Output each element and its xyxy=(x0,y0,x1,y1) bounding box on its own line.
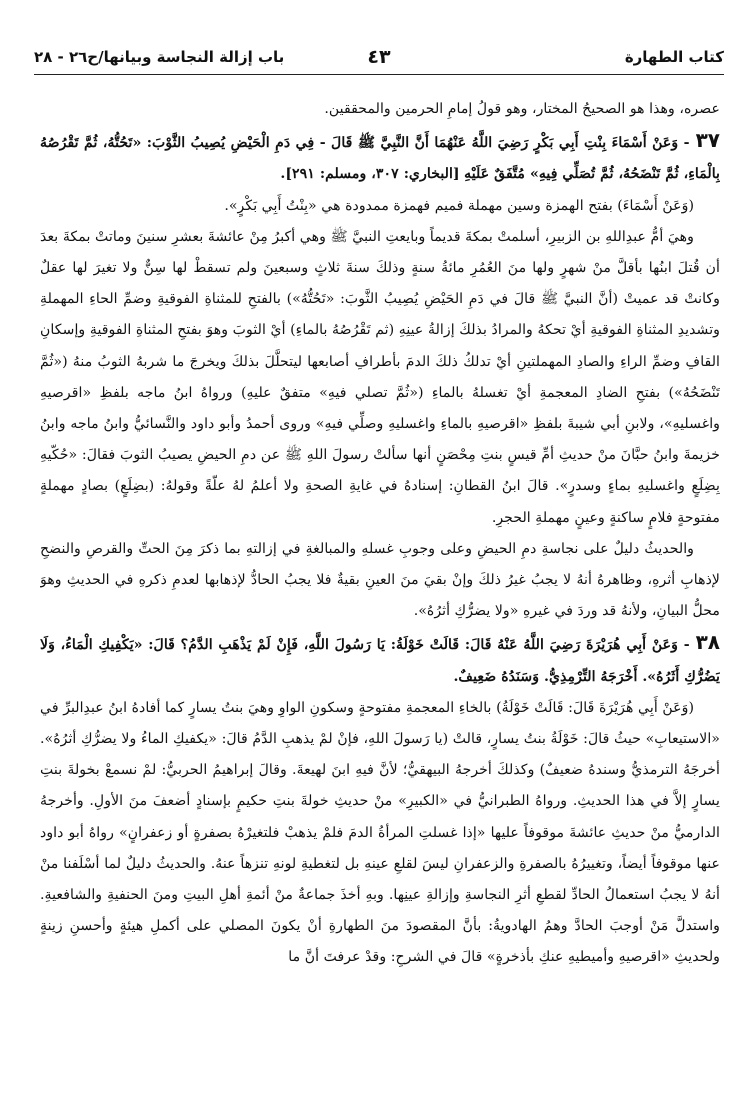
hadith-37 xyxy=(40,125,720,190)
hadith-reference: [البخاري: ٣٠٧، ومسلم: ٢٩١]. xyxy=(280,166,460,183)
hadith-number: ٣٧ xyxy=(695,128,720,153)
page-number: ٤٣ xyxy=(367,46,391,68)
commentary-paragraph: والحديثُ دليلٌ على نجاسةِ دمِ الحيضِ وعلى وجوبِ غسلهِ والمبالغةِ في إزالتهِ بما ذكرَ مِنَ الحتِّ والقرصِ والنضحِ لإذهابِ أثرهِ، وظاهرهُ أنهُ لا يجبُ غيرُ ذلكَ وإنْ بقيَ منَ العينِ بقيةٌ فلا يجبُ الحادُّ لإذهابها لعدمِ ذكرهِ في الحديثِ وهوَ محلُّ البيانِ، ولأنهُ قد وردَ في غيرهِ «ولا يضرُّكِ أثرُهُ». xyxy=(40,540,720,620)
chapter-reference: باب إزالة النجاسة وبيانها/ح٢٦ - ٢٨ xyxy=(34,48,285,66)
page-body xyxy=(40,94,720,1102)
hadith-text: - وَعَنْ أَبِي هُرَيْرَةَ رَضِيَ اللَّهُ عَنْهُ قَالَ: قَالَتْ خَوْلَةُ: يَا رَسُولَ اللَّهِ، فَإِنْ لَمْ يَذْهَبِ الدَّمُ؟ قَالَ: «يَكْفِيكِ الْمَاءُ، وَلَا يَضُرُّكِ أَثَرُهُ». أَخْرَجَهُ التِّرْمِذِيُّ. وَسَنَدُهُ ضَعِيفٌ. xyxy=(40,637,720,685)
book-title: كتاب الطهارة xyxy=(624,48,724,66)
hadith-38 xyxy=(40,627,720,692)
hadith-text: - وَعَنْ أَسْمَاءَ بِنْتِ أَبِي بَكْرٍ رَضِيَ اللَّهُ عَنْهُمَا أَنَّ النَّبِيَّ ﷺ قَالَ - فِي دَمِ الْحَيْضِ يُصِيبُ الثَّوْبَ: «تَحُتُّهُ، ثُمَّ تَقْرُصُهُ بِالْمَاءِ، ثُمَّ تَنْضَحُهُ، ثُمَّ تُصَلِّي فِيهِ» مُتَّفَقٌ عَلَيْهِ xyxy=(40,135,720,183)
commentary-paragraph: (وَعَنْ أَسْمَاءَ) بفتح الهمزة وسين مهملة فميم فهمزة ممدودة هي «بِنْتُ أَبِي بَكْرٍ». xyxy=(224,197,694,214)
running-header xyxy=(34,44,724,75)
commentary-paragraph: وهيَ أمُّ عبدِاللهِ بن الزبيرِ، أسلمتْ بمكةَ قديماً وبايعتِ النبيَّ ﷺ وهي أكبرُ مِنْ عائشةَ بعشرِ سنينَ وماتتْ بمكةَ بعدَ أن قُتلَ ابنُها بأقلَّ منْ شهرٍ ولها منَ العُمُرِ مائةُ سنةٍ وذلكَ سنةَ ثلاثٍ وسبعينَ ولم تسقطْ لها سِنٌّ ولا تغيرَ لها عقلٌ وكانتْ قد عميتْ (أنَّ النبيَّ ﷺ قالَ في دَمِ الحَيْضِ يُصِيبُ الثَّوبَ: «تَحُتُّهُ») بالفتحِ للمثناةِ الفوقيةِ وضمِّ الحاءِ المهملةِ وتشديدِ المثناةِ الفوقيةِ أيْ تحكهُ والمرادُ بذلكَ إزالةُ عينِهِ (ثم تَقْرُصُهُ بالماءِ) أيْ الثوبَ وهوَ بفتحِ المثناةِ الفوقيةِ وإسكانِ القافِ وضمِّ الراءِ والصادِ المهملتينِ أيْ تدلكُ ذلكَ الدمَ بأطرافِ أصابعها ليتحلَّلَ بذلكَ ويخرجَ ما شربهُ الثوبُ منهُ («ثُمَّ تَنْضَحُهُ») بفتحِ الضادِ المعجمةِ أيْ تغسلهُ بالماءِ («ثُمَّ تصلي فيهِ» متفقٌ عليهِ) ورواهُ ابنُ ماجه بلفظِ «اقرصيهِ واغسليهِ»، ولابنِ أبي شيبةَ بلفظِ «اقرصيهِ بالماءِ واغسليهِ وصلِّي فيهِ» وروى أحمدُ وأبو داود والنَّسائيُّ وابنُ ماجه وابنُ خزيمةَ وابنُ حبَّانَ منْ حديثِ أمِّ قيسٍ بنتِ مِحْصَنٍ أنها سألتْ رسولَ اللهِ ﷺ عن دمِ الحيضِ يصيبُ الثوبَ فقالَ: «حُكّيهِ بِضِلَعٍ واغسليهِ بماءٍ وسدرٍ». قالَ ابنُ القطانِ: إسنادهُ في غايةِ الصحةِ ولا أعلمُ لهُ علّةً وقولهُ: (بضِلَعٍ) بصادٍ مهملةٍ مفتوحةٍ فلامٍ ساكنةٍ وعينٍ مهملةِ الحجرِ. xyxy=(40,228,720,526)
hadith-number: ٣٨ xyxy=(695,630,720,655)
commentary-paragraph: (وَعَنْ أَبِي هُرَيْرَةَ قَالَ: قَالَتْ خَوْلَةُ) بالخاءِ المعجمةِ مفتوحةٍ وسكونِ الواوِ وهيَ بنتُ يسارٍ كما أفادهُ ابنُ عبدِالبرِّ في «الاستيعابِ» حيثُ قالَ: خَوْلَةُ بنتُ يسارٍ، قالتْ (يا رَسولَ اللهِ، فإنْ لمْ يذهبِ الدَّمُ قالَ: «يكفيكِ الماءُ ولا يضرُّكِ أثرُهُ». أخرجَهُ الترمذيُّ وسندهُ ضعيفٌ) وكذلكَ أخرجهُ البيهقيُّ؛ لأنَّ فيهِ ابنَ لهيعةَ. وقالَ إبراهيمُ الحربيُّ: لمْ نسمعْ بخولةَ بنتِ يسارٍ إلاَّ في هذا الحديثِ. ورواهُ الطبرانيُّ في «الكبيرِ» منْ حديثِ خولةَ بنتِ حكيمٍ بإسنادٍ أضعفَ منَ الأولِ. وأخرجهُ الدارميُّ منْ حديثِ عائشةَ موقوفاً عليها «إذا غسلتِ المرأةُ الدمَ فلمْ يذهبْ فلتغيرْهُ بصفرةٍ أو زعفرانٍ» رواهُ أبو داود عنها موقوفاً أيضاً، وتغييرُهُ بالصفرةِ والزعفرانِ ليسَ لقلعِ عينهِ بل لتغطيةِ لونهِ تنزهاً عنهُ. والحديثُ دليلٌ لما أسْلَفنا منْ أنهُ لا يجبُ استعمالُ الحادِّ لقطعِ أثرِ النجاسةِ وإزالةِ عينِها. وبهِ أخذَ جماعةٌ منْ أئمةِ أهلِ البيتِ ومنَ الحنفيةِ والشافعيةِ. واستدلَّ مَنْ أوجبَ الحادَّ وهمُ الهادويةُ: بأنَّ المقصودَ منَ الطهارةِ أنْ يكونَ المصلي على أكملِ هيئةٍ وأحسنِ زينةٍ ولحديثِ «اقرصيهِ وأميطيهِ عنكِ بأذخرةٍ» قالَ في الشرحِ: وقدْ عرفتَ أنَّ ما xyxy=(40,699,720,966)
paragraph-continuation: عصره، وهذا هو الصحيحُ المختار، وهو قولُ إمامِ الحرمين والمحققين. xyxy=(324,101,720,117)
